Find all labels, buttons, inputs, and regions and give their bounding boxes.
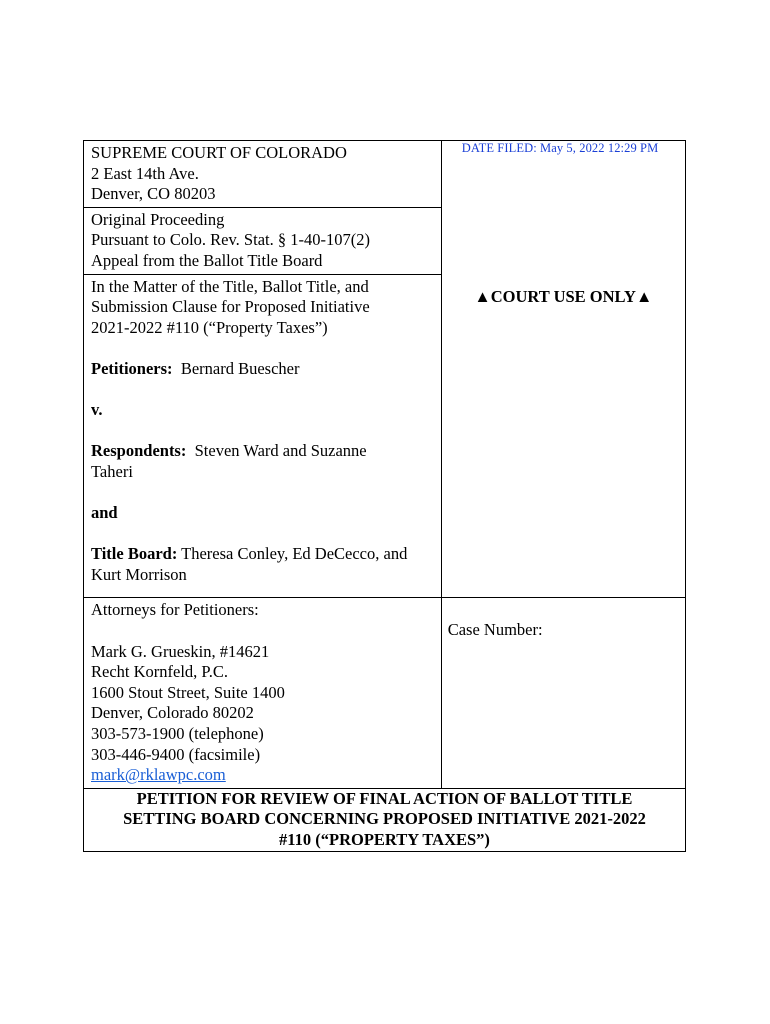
attorney-telephone: 303-573-1900 (telephone) [91,724,264,744]
matter-cell [84,274,442,598]
court-use-only-label: ▲COURT USE ONLY▲ [474,287,653,306]
court-address-line1: 2 East 14th Ave. [91,163,199,183]
respondents-block [91,441,435,482]
versus-label: v. [91,400,103,420]
title-board-block [91,544,435,585]
matter-line1: In the Matter of the Title, Ballot Title, and [91,276,369,296]
court-name: SUPREME COURT OF COLORADO [91,143,347,162]
proceeding-cell [84,207,442,274]
title-board-names: Theresa Conley, Ed DeCecco, and Kurt Morrison [91,544,408,584]
respondents-names: Steven Ward and Suzanne Taheri [91,441,367,481]
petitioners-names: Bernard Buescher [180,358,300,378]
document-title-line3: #110 (“PROPERTY TAXES”) [279,830,490,849]
attorney-firm: Recht Kornfeld, P.C. [91,662,229,682]
title-board-label: Title Board: [91,544,178,564]
case-number-label: Case Number: [447,620,543,640]
matter-line2: Submission Clause for Proposed Initiative [91,297,370,317]
document-title-cell [84,788,686,851]
document-title-line1: PETITION FOR REVIEW OF FINAL ACTION OF BALLOT TITLE [136,788,633,808]
proceeding-line3: Appeal from the Ballot Title Board [91,250,323,270]
attorney-facsimile: 303-446-9400 (facsimile) [91,744,261,764]
petitioners-block [91,359,435,380]
attorney-street: 1600 Stout Street, Suite 1400 [91,682,285,702]
court-address-line2: Denver, CO 80203 [91,184,216,204]
attorney-city: Denver, Colorado 80202 [91,703,254,723]
respondents-label: Respondents: [91,441,187,461]
attorney-name: Mark G. Grueskin, #14621 [91,641,270,661]
court-info-cell [84,141,442,208]
proceeding-line1: Original Proceeding [91,209,225,229]
petitioners-label: Petitioners: [91,358,173,378]
matter-line3: 2021-2022 #110 (“Property Taxes”) [91,317,328,337]
court-use-cell [441,141,685,598]
caption-table [83,140,686,852]
proceeding-line2: Pursuant to Colo. Rev. Stat. § 1-40-107(2) [91,230,370,250]
attorneys-label: Attorneys for Petitioners: [91,600,259,620]
case-number-cell [441,598,685,788]
and-label: and [91,503,118,523]
document-title-line2: SETTING BOARD CONCERNING PROPOSED INITIATIVE 2021-2022 [123,809,646,829]
attorneys-cell [84,598,442,788]
date-filed-stamp: DATE FILED: May 5, 2022 12:29 PM [461,141,659,155]
attorney-email-link[interactable]: mark@rklawpc.com [91,765,226,785]
